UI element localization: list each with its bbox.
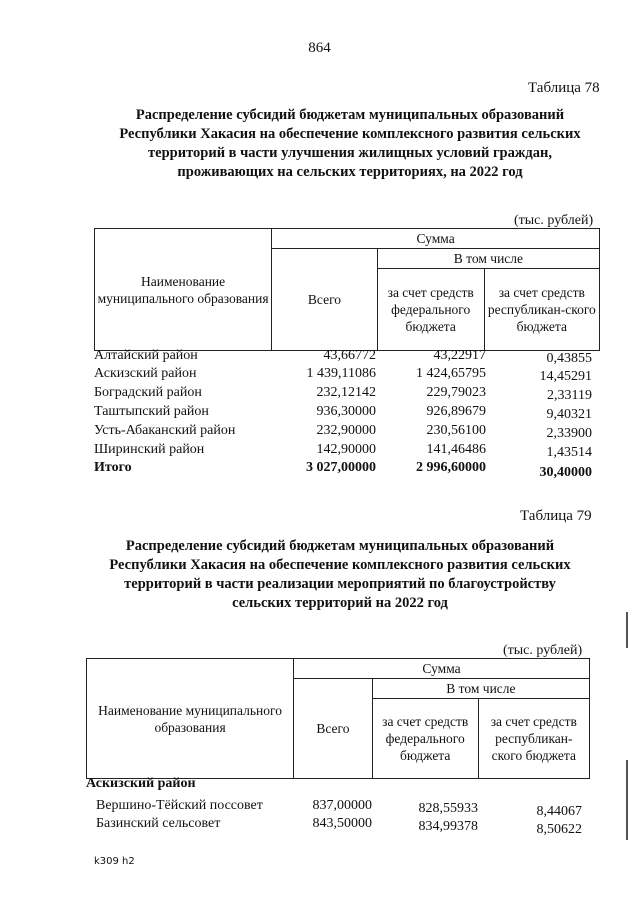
footer-code: k309 h2: [94, 856, 135, 867]
row-federal: 229,79023: [426, 385, 486, 400]
table-78-header: [94, 228, 600, 351]
row-republic: 9,40321: [546, 407, 592, 422]
total-republic: 30,40000: [539, 465, 592, 480]
row-total: 232,12142: [316, 385, 376, 400]
table-78-rows: [94, 346, 600, 486]
table-79-header: [86, 658, 590, 779]
table-78-label: Таблица 78: [528, 80, 600, 96]
page-number: 864: [308, 40, 331, 56]
row-federal: 926,89679: [426, 404, 486, 419]
header-republic: за счет средств республикан-ского бюджета: [478, 699, 589, 779]
row-federal: 834,99378: [418, 819, 478, 834]
table-row: [94, 402, 600, 421]
section-name: Аскизский район: [86, 776, 196, 791]
row-name: Ширинский район: [94, 442, 205, 457]
header-sum: Сумма: [294, 659, 590, 679]
row-republic: 1,43514: [546, 445, 592, 460]
row-federal: 43,22917: [433, 348, 486, 363]
section-heading: [86, 774, 590, 793]
row-republic: 2,33900: [546, 426, 592, 441]
header-sum: Сумма: [272, 229, 600, 249]
row-total: 936,30000: [316, 404, 376, 419]
row-federal: 230,56100: [426, 423, 486, 438]
row-federal: 1 424,65795: [416, 366, 486, 381]
row-republic: 2,33119: [547, 388, 592, 403]
row-republic: 0,43855: [546, 351, 592, 366]
row-name: Вершино-Тёйский поссовет: [96, 798, 263, 813]
row-name: Базинский сельсовет: [96, 816, 221, 831]
header-total: Всего: [294, 679, 373, 779]
row-republic: 14,45291: [539, 369, 592, 384]
row-republic: 8,44067: [536, 804, 582, 819]
row-name: Аскизский район: [94, 366, 197, 381]
row-federal: 828,55933: [418, 801, 478, 816]
row-name: Боградский район: [94, 385, 202, 400]
total-total: 3 027,00000: [306, 460, 376, 475]
row-total: 232,90000: [316, 423, 376, 438]
header-federal: за счет средств федерального бюджета: [377, 269, 484, 351]
row-name: Алтайский район: [94, 348, 198, 363]
header-name-col: Наименование муниципального образования: [95, 229, 272, 351]
scan-margin-mark: [626, 760, 628, 840]
table-row: [94, 364, 600, 383]
row-name: Таштыпский район: [94, 404, 209, 419]
row-name: Усть-Абаканский район: [94, 423, 236, 438]
table-79-title: Распределение субсидий бюджетам муниципальных образований Республики Хакасия на обеспечение комплексного развития сельских территорий в части реализации мероприятий по благоустройству сельских территорий на 2022 год: [109, 538, 571, 611]
table-row: [94, 346, 600, 365]
row-total: 142,90000: [316, 442, 376, 457]
table-row: [94, 383, 600, 402]
scan-margin-mark: [626, 612, 628, 648]
header-republic: за счет средств республикан-ского бюджета: [484, 269, 599, 351]
table-row: [86, 796, 590, 819]
header-name-col: Наименование муниципального образования: [87, 659, 294, 779]
total-federal: 2 996,60000: [416, 460, 486, 475]
table-row: [86, 814, 590, 837]
table-79-label: Таблица 79: [520, 508, 592, 524]
row-total: 843,50000: [312, 816, 372, 831]
table-total-row: [94, 458, 600, 480]
header-including: В том числе: [377, 249, 599, 269]
row-total: 1 439,11086: [306, 366, 376, 381]
table-78-units: (тыс. рублей): [514, 213, 594, 228]
header-including: В том числе: [372, 679, 589, 699]
table-79-units: (тыс. рублей): [503, 643, 583, 658]
total-label: Итого: [94, 460, 132, 475]
row-republic: 8,50622: [536, 822, 582, 837]
header-total: Всего: [272, 249, 378, 351]
table-row: [94, 421, 600, 440]
row-total: 837,00000: [312, 798, 372, 813]
table-79-rows: [86, 774, 590, 844]
table-78-title: Распределение субсидий бюджетам муниципальных образований Республики Хакасия на обеспечение комплексного развития сельских территорий в части улучшения жилищных условий граждан, проживающих на сельских территориях, на 2022 год: [119, 107, 581, 180]
header-federal: за счет средств федерального бюджета: [372, 699, 478, 779]
row-total: 43,66772: [323, 348, 376, 363]
row-federal: 141,46486: [426, 442, 486, 457]
table-row: [94, 440, 600, 459]
